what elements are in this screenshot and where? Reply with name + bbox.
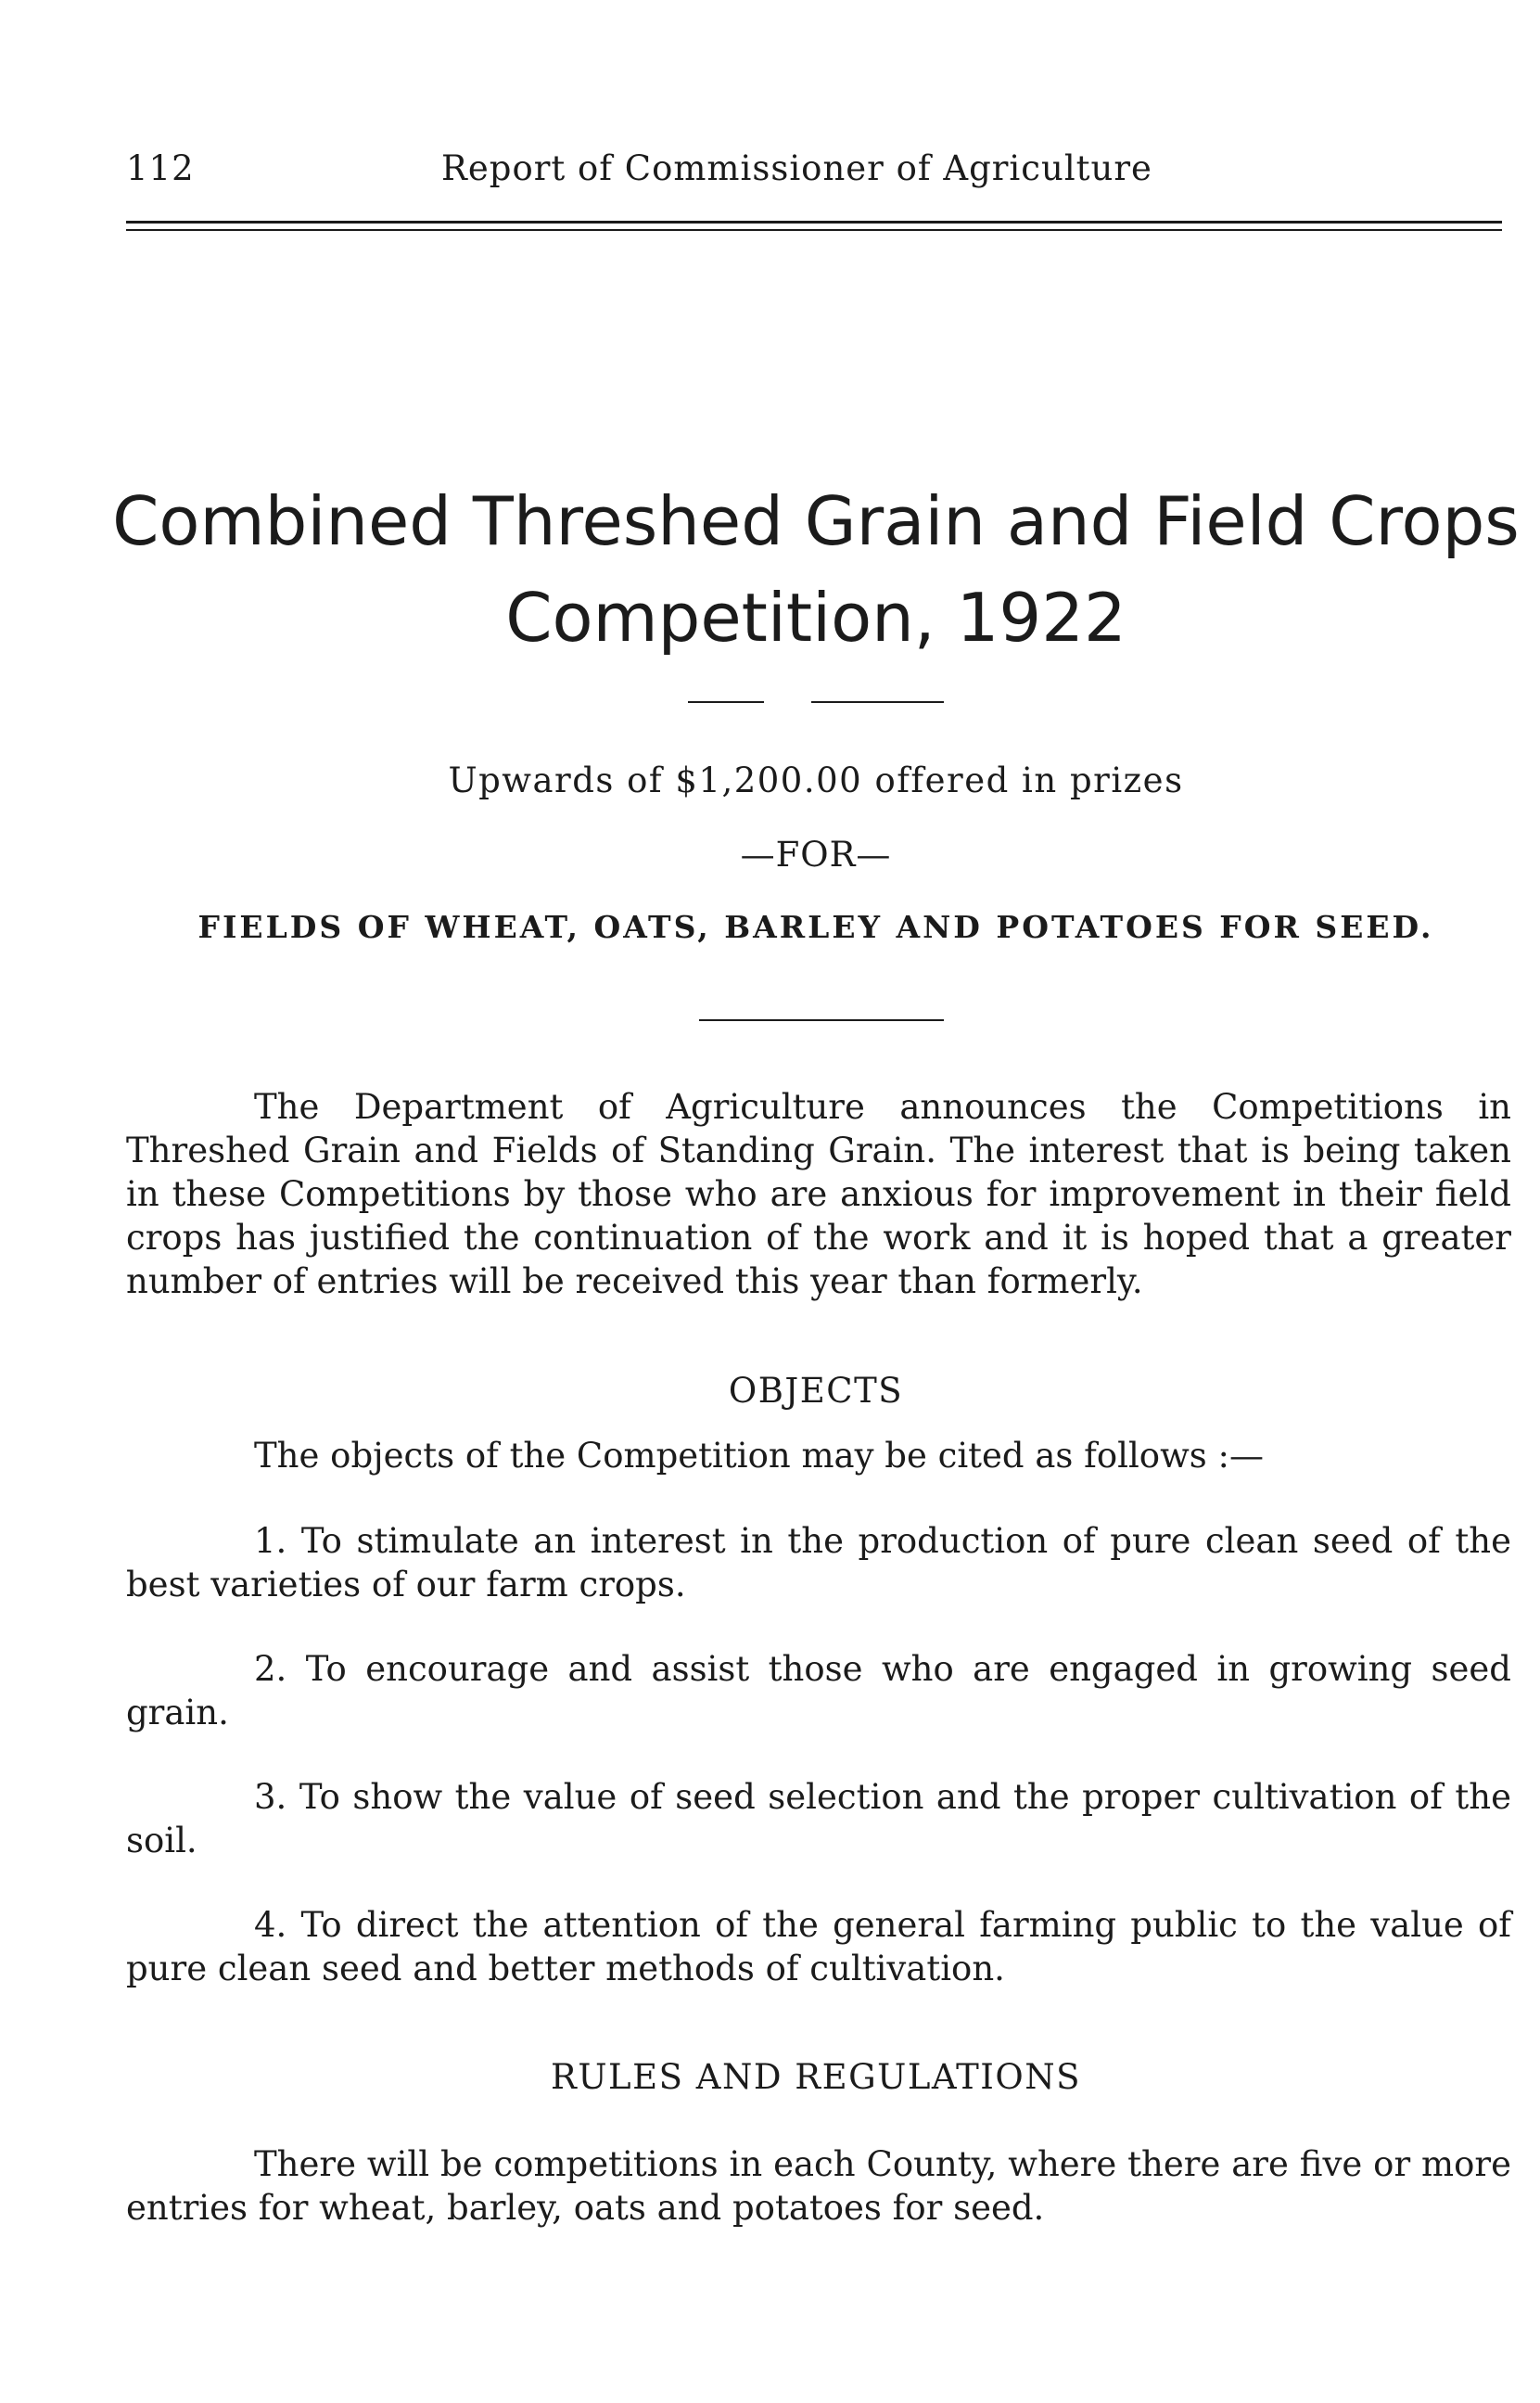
section-divider [699,1019,944,1021]
page-title-line-1: Combined Threshed Grain and Field Crops [112,482,1520,560]
rules-heading: RULES AND REGULATIONS [551,2057,1081,2097]
object-item-4: 4. To direct the attention of the general farming public to the value of pure clean seed and better methods of cultivation. [126,1905,1511,1988]
header-rule-bottom [126,229,1502,231]
object-item-1: 1. To stimulate an interest in the production of pure clean seed of the best varieties of our farm crops. [126,1521,1511,1604]
intro-paragraph: The Department of Agriculture announces the Competitions in Threshed Grain and Fields of Standing Grain. The interest that is being taken in these Competitions by those who are anxious for improvement in their field crops has justified the continuation of the work and it is hoped that a greater number of entries will be received this year than formerly. [126,1087,1511,1301]
header-rule-top [126,221,1502,224]
object-item-3: 3. To show the value of seed selection and the proper cultivation of the soil. [126,1777,1511,1860]
page-title [93,473,1539,666]
page-title-line-2: Competition, 1922 [505,579,1126,657]
prize-announcement: Upwards of $1,200.00 offered in prizes [448,761,1184,800]
for-label: —FOR— [740,835,892,875]
objects-heading: OBJECTS [728,1371,904,1411]
running-header [126,148,1498,204]
running-title: Report of Commissioner of Agriculture [441,148,1152,188]
fields-heading: FIELDS OF WHEAT, OATS, BARLEY AND POTATOES FOR SEED. [197,909,1434,945]
object-item-2: 2. To encourage and assist those who are engaged in growing seed grain. [126,1649,1511,1732]
rules-paragraph: There will be competitions in each County, where there are five or more entries for wheat, barley, oats and potatoes for seed. [126,2144,1511,2228]
objects-intro: The objects of the Competition may be cited as follows :— [254,1436,1264,1476]
title-divider-left [688,701,764,703]
title-divider-right [811,701,944,703]
page-number: 112 [126,148,195,188]
